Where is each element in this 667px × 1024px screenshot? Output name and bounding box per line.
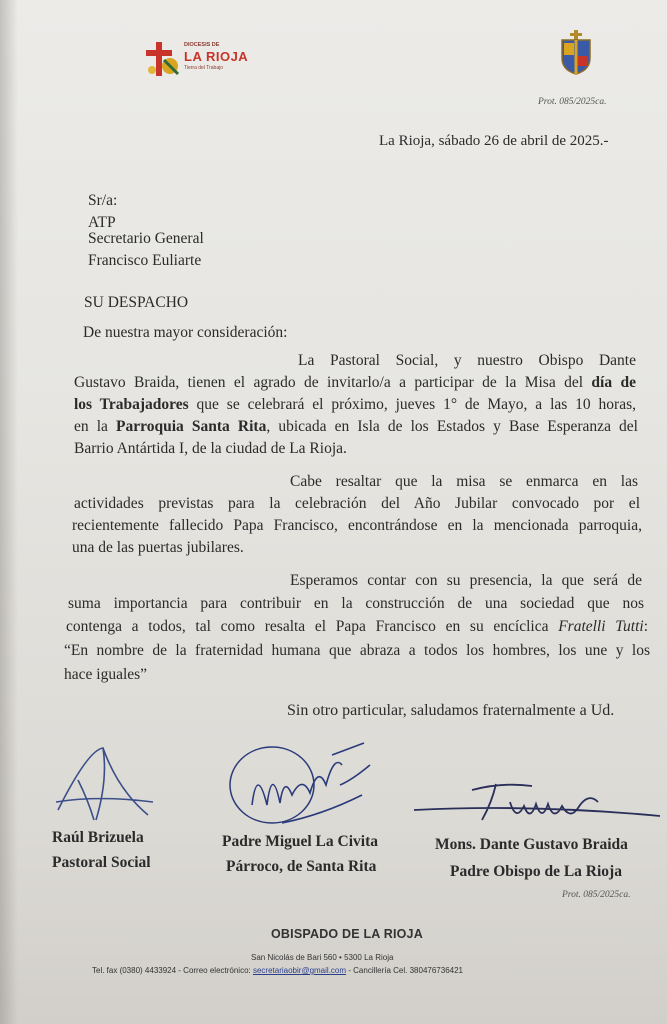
- p2-line-1: Cabe resaltar que la misa se enmarca en las: [290, 473, 638, 490]
- p3-line-1: Esperamos contar con su presencia, la que será de: [290, 572, 642, 589]
- p1-line-5: Barrio Antártida I, de la ciudad de La Rioja.: [74, 440, 347, 457]
- signatory-1-role: Pastoral Social: [52, 854, 151, 871]
- signatory-2-role: Párroco, de Santa Rita: [226, 858, 377, 875]
- p3-line-4: “En nombre de la fraternidad humana que abraza a todos los hombres, los une y los: [64, 642, 650, 659]
- footer-email-link[interactable]: secretariaobir@gmail.com: [252, 966, 347, 975]
- p1-line-3: los Trabajadores que se celebrará el próximo, jueves 1° de Mayo, a las 10 horas,: [74, 396, 636, 413]
- recipient-line-2: Secretario General: [88, 230, 204, 247]
- logo-tagline: Tierra del Trabajo: [184, 65, 223, 71]
- logo-name: LA RIOJA: [184, 49, 249, 64]
- greeting: De nuestra mayor consideración:: [83, 324, 288, 341]
- p1-line-2: Gustavo Braida, tienen el agrado de invitarlo/a a participar de la Misa del día de: [74, 374, 636, 391]
- signature-braida: [412, 772, 662, 832]
- logo-small-text: DIOCESIS DE: [184, 42, 220, 48]
- recipient-line-3: Francisco Euliarte: [88, 252, 202, 269]
- page-shadow: [0, 0, 18, 1024]
- signatory-3-role: Padre Obispo de La Rioja: [450, 863, 622, 880]
- p1-line-4: en la Parroquia Santa Rita, ubicada en Isla de los Estados y Base Esperanza del: [74, 418, 638, 435]
- signatory-2-name: Padre Miguel La Civita: [222, 833, 378, 850]
- date-line: La Rioja, sábado 26 de abril de 2025.-: [379, 133, 609, 149]
- footer-title: OBISPADO DE LA RIOJA: [271, 927, 423, 941]
- p3-line-3: contenga a todos, tal como resalta el Papa Francisco en su encíclica Fratelli Tutti:: [66, 618, 648, 635]
- footer-address: San Nicolás de Bari 560 • 5300 La Rioja: [251, 953, 394, 962]
- signatory-3-name: Mons. Dante Gustavo Braida: [435, 836, 628, 853]
- p2-line-3: recientemente fallecido Papa Francisco, encontrándose en la mencionada parroquia,: [72, 517, 642, 534]
- p3-line-5: hace iguales”: [64, 666, 148, 683]
- recipient-line-1: ATP: [88, 214, 116, 231]
- p2-line-4: una de las puertas jubilares.: [72, 539, 244, 556]
- p3-line-2: suma importancia para contribuir en la construcción de una sociedad que nos: [68, 595, 644, 612]
- signatory-1-name: Raúl Brizuela: [52, 829, 144, 846]
- p1-line-1: La Pastoral Social, y nuestro Obispo Dante: [298, 352, 636, 369]
- signature-la-civita: [222, 735, 382, 830]
- footer-contact: Tel. fax (0380) 4433924 - Correo electrónico: secretariaobir@gmail.com - Cancillería Cel. 380476736421: [92, 966, 463, 975]
- recipient-salutation: Sr/a:: [88, 192, 118, 209]
- prot-number-top: Prot. 085/2025ca.: [538, 97, 607, 107]
- signature-brizuela: [48, 740, 158, 830]
- prot-number-bottom: Prot. 085/2025ca.: [562, 890, 631, 900]
- p2-line-2: actividades previstas para la celebración del Año Jubilar convocado por el: [74, 495, 640, 512]
- closing-line: Sin otro particular, saludamos fraternalmente a Ud.: [287, 702, 615, 719]
- diocese-logo: [142, 38, 257, 82]
- bishop-crest-icon: [558, 30, 594, 76]
- diocese-cross-icon: [142, 38, 186, 82]
- su-despacho: SU DESPACHO: [84, 294, 189, 311]
